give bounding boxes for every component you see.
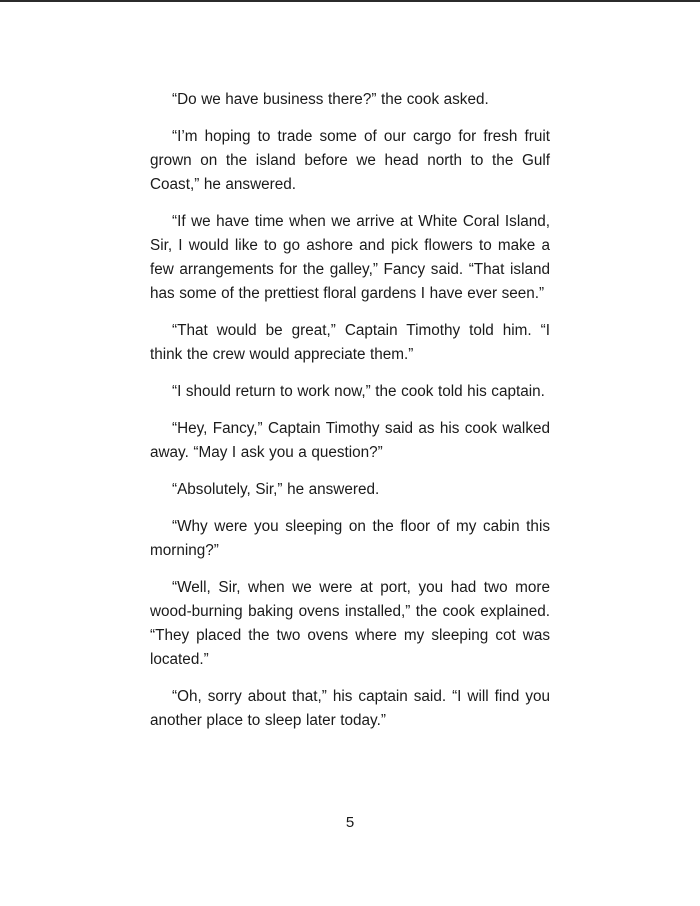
paragraph: “I’m hoping to trade some of our cargo for fresh fruit grown on the island before we head north to the Gulf Coast,” he answered. bbox=[150, 128, 550, 193]
paragraph: “Well, Sir, when we were at port, you had two more wood-burning baking ovens installed,” the cook explained. “They placed the two ovens where my sleeping cot was located.” bbox=[150, 579, 550, 668]
paragraph: “Oh, sorry about that,” his captain said. “I will find you another place to sleep later today.” bbox=[150, 688, 550, 729]
paragraph: “Absolutely, Sir,” he answered. bbox=[172, 481, 380, 498]
paragraph: “Why were you sleeping on the floor of my cabin this morning?” bbox=[150, 518, 550, 559]
paragraph: “I should return to work now,” the cook told his captain. bbox=[172, 383, 545, 400]
paragraph: “That would be great,” Captain Timothy told him. “I think the crew would appreciate them.” bbox=[150, 322, 550, 363]
paragraph: “Do we have business there?” the cook asked. bbox=[172, 91, 489, 108]
top-border-rule bbox=[0, 0, 700, 2]
page-number: 5 bbox=[345, 814, 355, 831]
page-body-text bbox=[150, 88, 550, 746]
paragraph: “If we have time when we arrive at White Coral Island, Sir, I would like to go ashore and pick flowers to make a few arrangements for the galley,” Fancy said. “That island has some of the prettiest floral gardens I have ever seen.” bbox=[150, 213, 550, 302]
paragraph: “Hey, Fancy,” Captain Timothy said as his cook walked away. “May I ask you a question?” bbox=[150, 420, 550, 461]
